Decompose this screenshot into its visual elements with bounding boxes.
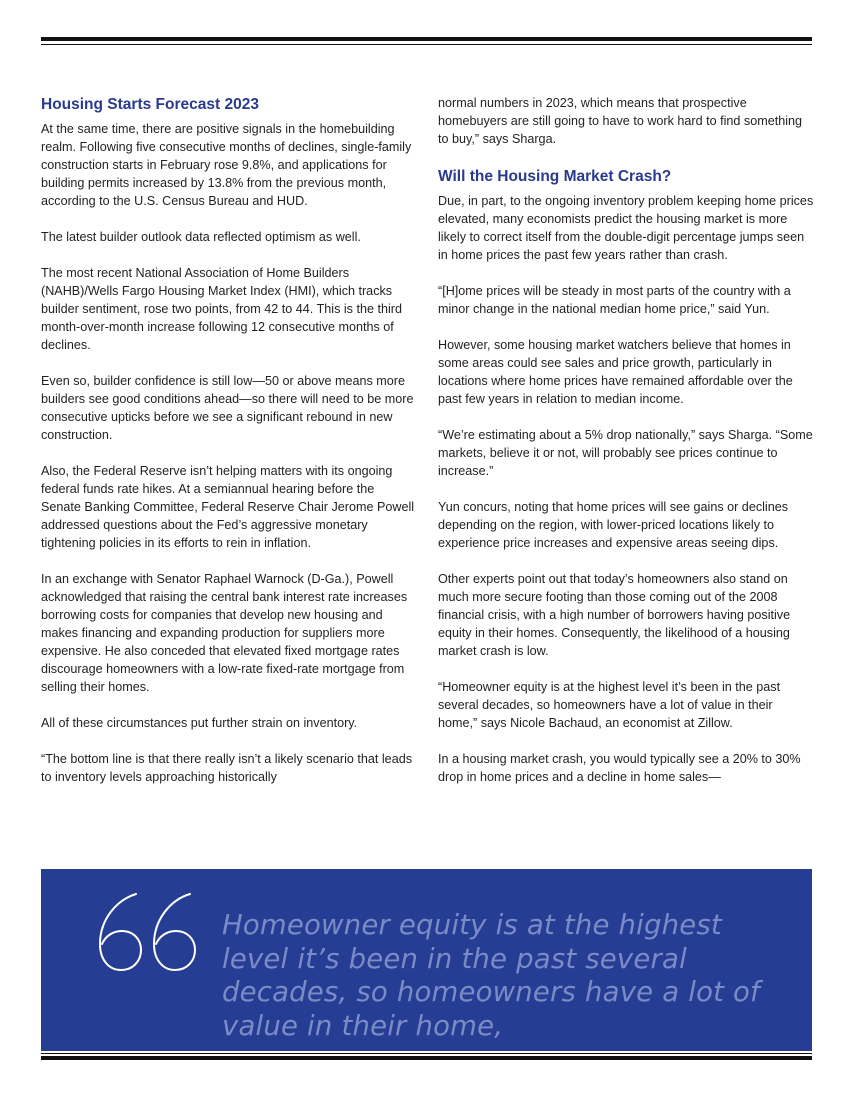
paragraph: “The bottom line is that there really isn’t a likely scenario that leads to inventory levels approaching historically [41,752,412,784]
bottom-rule-thin [41,1053,812,1054]
paragraph: “We’re estimating about a 5% drop nationally,” says Sharga. “Some markets, believe it or not, will probably see prices continue to increase.” [438,428,813,478]
paragraph: At the same time, there are positive signals in the homebuilding realm. Following five consecutive months of declines, single-family construction starts in February rose 9.8%, and applications for building permits increased by 13.8% from the previous month, according to the U.S. Census Bureau and HUD. [41,122,412,208]
paragraph: Yun concurs, noting that home prices will see gains or declines depending on the region, with lower-priced locations likely to experience price increases and expensive areas seeing dips. [438,500,789,550]
paragraph: In an exchange with Senator Raphael Warnock (D-Ga.), Powell acknowledged that raising the central bank interest rate increases borrowing costs for companies that develop new housing and makes financing and expanding production for suppliers more expensive. He also conceded that elevated fixed mortgage rates discourage homeowners with a low-rate fixed-rate mortgage from selling their homes. [41,572,408,694]
paragraph-continued: normal numbers in 2023, which means that prospective homebuyers are still going to have to work hard to find something to buy,” says Sharga. [438,96,803,146]
section-heading-market-crash: Will the Housing Market Crash? [438,168,672,185]
paragraph: The most recent National Association of Home Builders (NAHB)/Wells Fargo Housing Market Index (HMI), which tracks builder sentiment, rose two points, from 42 to 44. This is the third month-over-month increase following 12 consecutive months of declines. [41,266,402,352]
right-column [438,94,814,786]
paragraph: “Homeowner equity is at the highest level it’s been in the past several decades, so homeowners have a lot of value in their home,” says Nicole Bachaud, an economist at Zillow. [438,680,781,730]
paragraph: However, some housing market watchers believe that homes in some areas could see sales and price growth, particularly in locations where home prices have remained affordable over the past few years in relation to median income. [438,338,793,406]
paragraph: Also, the Federal Reserve isn’t helping matters with its ongoing federal funds rate hikes. At a semiannual hearing before the Senate Banking Committee, Federal Reserve Chair Jerome Powell addressed questions about the Fed’s aggressive monetary tightening policies in its efforts to rein in inflation. [41,464,415,550]
paragraph: Due, in part, to the ongoing inventory problem keeping home prices elevated, many economists predict the housing market is more likely to correct itself from the double-digit percentage jumps seen in home prices the past few years rather than crash. [438,194,814,262]
section-heading-housing-starts: Housing Starts Forecast 2023 [41,96,259,113]
quote-mark-icon [94,888,204,978]
paragraph: The latest builder outlook data reflected optimism as well. [41,230,361,244]
paragraph: Other experts point out that today’s homeowners also stand on much more secure footing than those coming out of the 2008 financial crisis, with a high number of borrowers having positive equity in their homes. Consequently, the likelihood of a housing market crash is low. [438,572,791,658]
paragraph: Even so, builder confidence is still low—50 or above means more builders see good conditions ahead—so there will need to be more consecutive upticks before we see a significant rebound in new construction. [41,374,414,442]
pull-quote-text: Homeowner equity is at the highest level it’s been in the past several decades, so homeowners have a lot of value in their home, [222,909,760,1042]
paragraph: “[H]ome prices will be steady in most parts of the country with a minor change in the national median home price,” said Yun. [438,284,791,316]
paragraph: In a housing market crash, you would typically see a 20% to 30% drop in home prices and a decline in home sales— [438,752,801,784]
paragraph: All of these circumstances put further strain on inventory. [41,716,358,730]
top-rule-thick [41,37,812,41]
bottom-rule-thick [41,1056,812,1060]
top-rule-thin [41,44,812,45]
left-column [41,94,417,786]
